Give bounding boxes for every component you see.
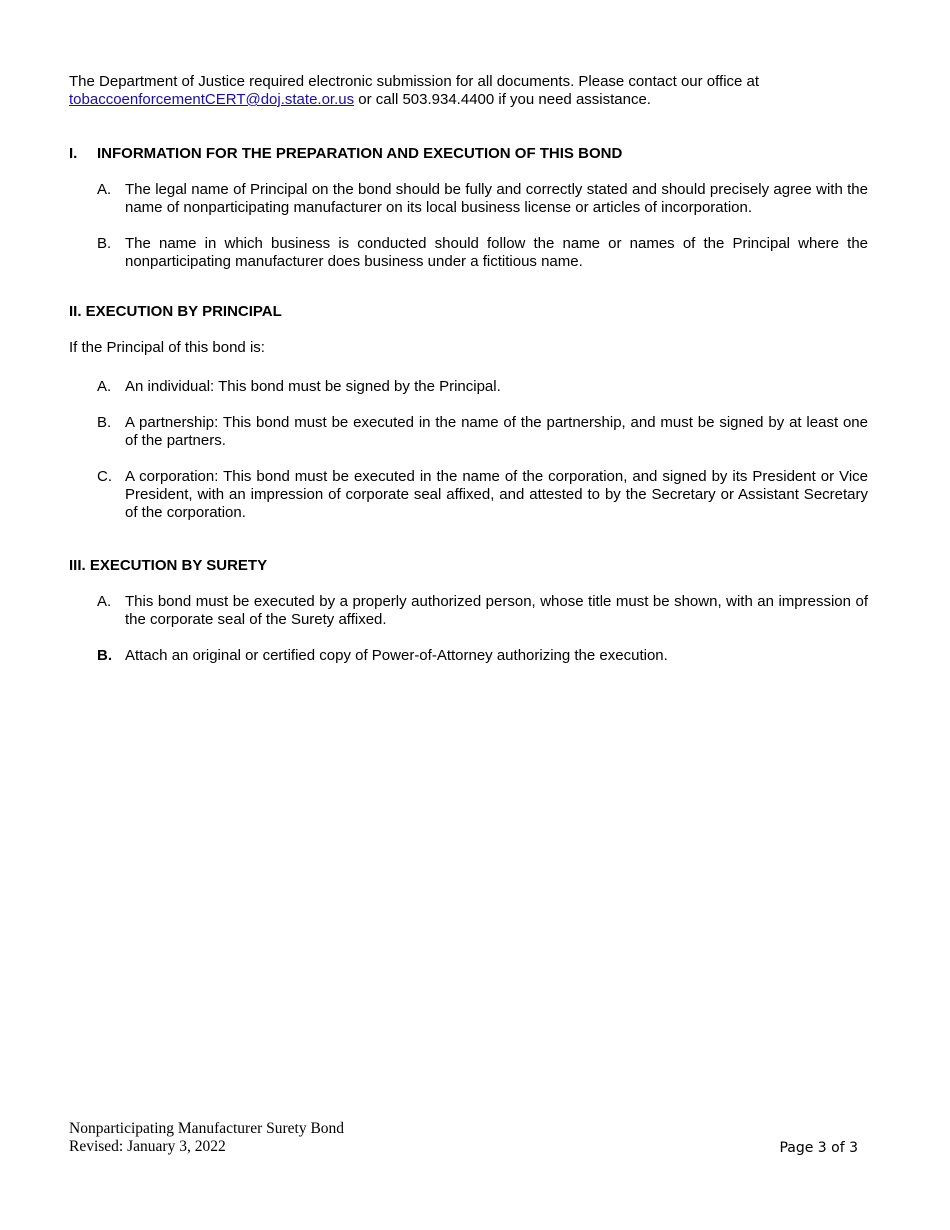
email-link[interactable]: tobaccoenforcementCERT@doj.state.or.us <box>69 91 355 108</box>
section-1-number: I. <box>69 145 78 162</box>
intro-text: The Department of Justice required electronic submission for all documents. Please contact our office at <box>69 73 760 90</box>
section-2-lead: If the Principal of this bond is: <box>69 339 265 356</box>
list-item-letter: B. <box>97 647 112 664</box>
section-1-list <box>69 181 868 271</box>
list-item <box>69 468 868 522</box>
section-2-heading: II. EXECUTION BY PRINCIPAL <box>69 303 282 320</box>
list-item-letter: A. <box>97 181 112 198</box>
intro-paragraph <box>69 73 868 109</box>
list-item <box>69 647 868 665</box>
list-item <box>69 414 868 450</box>
list-item-letter: C. <box>97 468 112 485</box>
list-item-text: This bond must be executed by a properly authorized person, whose title must be shown, with an impression of the corporate seal of the Surety affixed. <box>125 593 868 628</box>
list-item <box>69 235 868 271</box>
list-item-letter: A. <box>97 593 112 610</box>
footer-document-info <box>69 1120 344 1156</box>
document-page <box>69 73 868 665</box>
section-3-heading: III. EXECUTION BY SURETY <box>69 557 268 574</box>
footer-doc-title: Nonparticipating Manufacturer Surety Bond <box>69 1120 345 1137</box>
list-item-text: Attach an original or certified copy of Power-of-Attorney authorizing the execution. <box>125 647 668 664</box>
list-item <box>69 181 868 217</box>
section-2-list <box>69 378 868 522</box>
list-item-letter: B. <box>97 414 112 431</box>
footer-revised-date: Revised: January 3, 2022 <box>69 1138 226 1155</box>
list-item-text: A corporation: This bond must be executed in the name of the corporation, and signed by its President or Vice President, with an impression of corporate seal affixed, and attested to by the Secretary or Assistant Secretary of the corporation. <box>125 468 868 521</box>
list-item-letter: A. <box>97 378 112 395</box>
intro-text-after: or call 503.934.4400 if you need assistance. <box>354 91 651 108</box>
list-item <box>69 593 868 629</box>
page-number: Page 3 of 3 <box>779 1140 858 1156</box>
list-item-text: The name in which business is conducted should follow the name or names of the Principal where the nonparticipating manufacturer does business under a fictitious name. <box>125 235 868 270</box>
list-item-text: An individual: This bond must be signed by the Principal. <box>125 378 501 395</box>
list-item-letter: B. <box>97 235 112 252</box>
list-item <box>69 378 868 396</box>
list-item-text: A partnership: This bond must be executed in the name of the partnership, and must be signed by at least one of the partners. <box>125 414 868 449</box>
section-1-title: INFORMATION FOR THE PREPARATION AND EXECUTION OF THIS BOND <box>97 145 623 162</box>
section-3-list <box>69 593 868 665</box>
list-item-text: The legal name of Principal on the bond should be fully and correctly stated and should precisely agree with the name of nonparticipating manufacturer on its local business license or articles of incorporation. <box>125 181 868 216</box>
section-1-heading <box>69 145 868 163</box>
